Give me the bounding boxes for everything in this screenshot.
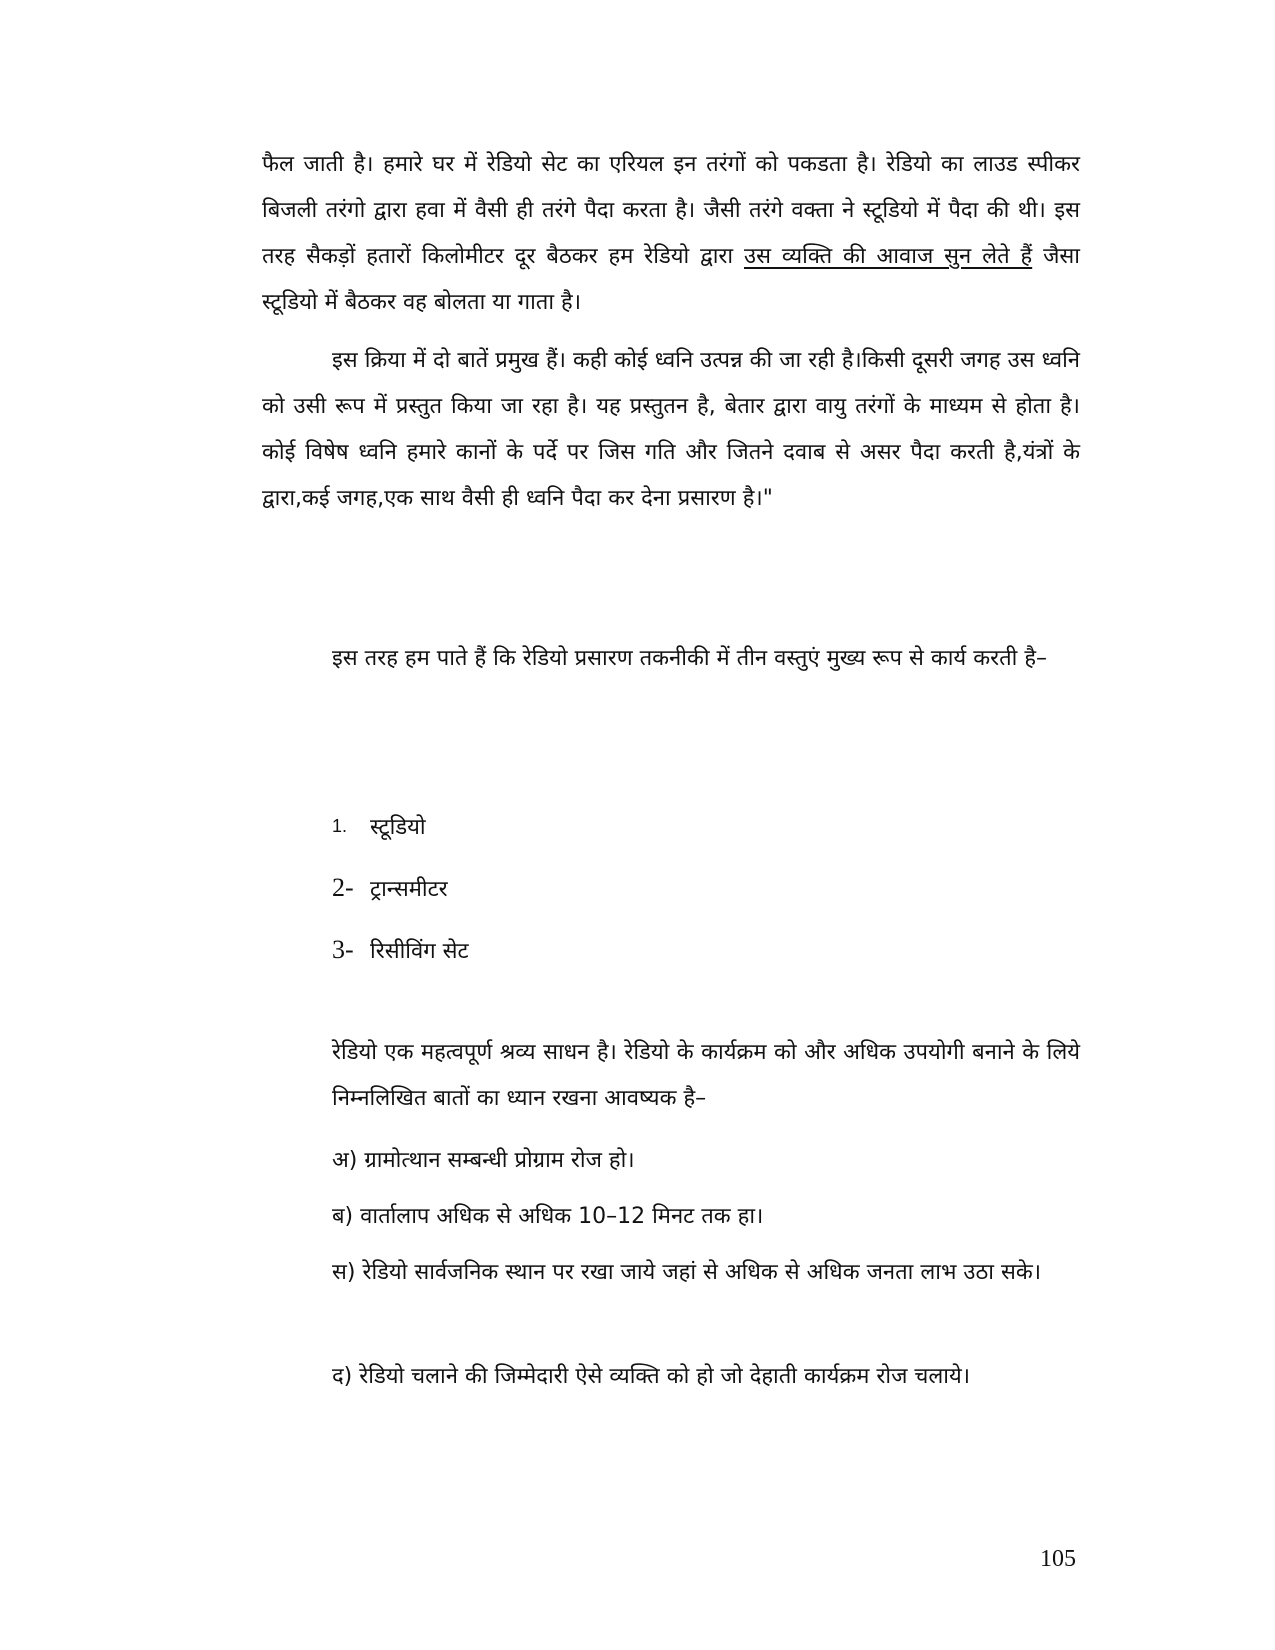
list-item-text: ट्रान्समीटर xyxy=(370,877,448,902)
paragraph-three-components-intro: इस तरह हम पाते हैं कि रेडियो प्रसारण तकनीकी में तीन वस्तुएं मुख्य रूप से कार्य करती है– xyxy=(332,646,1047,671)
list-item-text: रिसीविंग सेट xyxy=(370,939,469,964)
list-item xyxy=(332,857,469,919)
paragraph-text: जैसा स्टूडियो में बैठकर वह बोलता या गाता है। xyxy=(262,244,1080,315)
list-item-number: 2- xyxy=(332,873,354,902)
list-item-number: 1. xyxy=(332,815,348,836)
sublist-item-d: द) रेडियो चलाने की जिम्मेदारी ऐसे व्यक्ति को हो जो देहाती कार्यक्रम रोज चलाये। xyxy=(332,1364,971,1389)
paragraph-text: फैल जाती है। हमारे घर में रेडियो सेट का एरियल इन तरंगों को पकडता है। रेडियो का लाउड स्पीकर बिजली तरंगो द्वारा हवा में वैसी ही तरंगे पैदा करता है। जैसी तरंगे वक्ता ने स्टूडियो में पैदा की थी। इस तरह सैकड़ों हतारों किलोमीटर दूर बैठकर हम रेडियो द्वारा xyxy=(262,152,1080,269)
list-item xyxy=(332,919,469,981)
paragraph-radio-waves xyxy=(262,142,1080,326)
list-item-text: स्टूडियो xyxy=(370,815,426,840)
paragraph-broadcast-definition: इस क्रिया में दो बातें प्रमुख हैं। कही कोई ध्वनि उत्पन्न की जा रही है।किसी दूसरी जगह उस ध्वनि को उसी रूप में प्रस्तुत किया जा रहा है। यह प्रस्तुतन है, बेतार द्वारा वायु तरंगों के माध्यम से होता है। कोई विषेष ध्वनि हमारे कानों के पर्दे पर जिस गति और जितने दवाब से असर पैदा करती है,यंत्रों के द्वारा,कई जगह,एक साथ वैसी ही ध्वनि पैदा कर देना प्रसारण है।" xyxy=(262,348,1080,511)
sublist-item-b: ब) वार्तालाप अधिक से अधिक 10–12 मिनट तक हा। xyxy=(332,1204,764,1229)
page-number: 105 xyxy=(1040,1546,1076,1572)
paragraph-usefulness-intro: रेडियो एक महत्वपूर्ण श्रव्य साधन है। रेडियो के कार्यक्रम को और अधिक उपयोगी बनाने के लिये निम्नलिखित बातों का ध्यान रखना आवष्यक है– xyxy=(332,1040,1080,1111)
components-list xyxy=(332,795,469,981)
sublist-item-a: अ) ग्रामोत्थान सम्बन्धी प्रोग्राम रोज हो। xyxy=(332,1148,635,1173)
list-item-number: 3- xyxy=(332,935,354,964)
underlined-phrase: उस व्यक्ति की आवाज सुन लेते हैं xyxy=(744,244,1033,269)
sublist-item-c: स) रेडियो सार्वजनिक स्थान पर रखा जाये जहां से अधिक से अधिक जनता लाभ उठा सके। xyxy=(332,1260,1042,1285)
list-item xyxy=(332,795,469,857)
